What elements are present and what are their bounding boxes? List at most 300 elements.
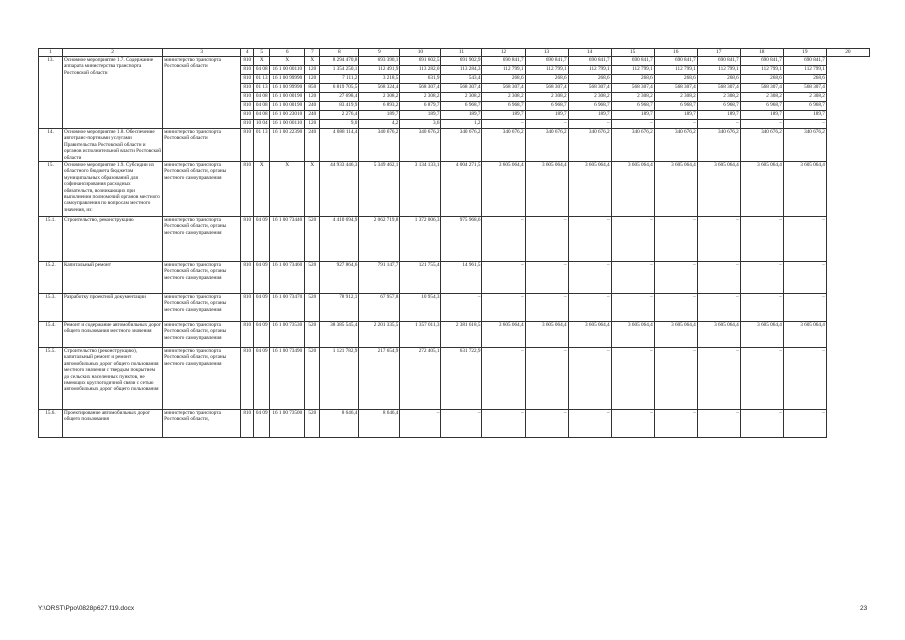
column-number: 2 <box>63 49 163 57</box>
amount-cell: 268,6 <box>568 75 611 84</box>
amount-cell: 272 405,1 <box>400 348 441 410</box>
amount-cell: 1 121 782,9 <box>320 348 359 410</box>
amount-cell: 5 349 462,1 <box>359 162 400 217</box>
amount-cell: 3 605 064,4 <box>697 322 740 348</box>
amount-cell: 690 841,7 <box>482 57 525 66</box>
amount-cell: 690 841,7 <box>654 57 697 66</box>
budget-code-cell: 810 <box>241 129 254 162</box>
column-number: 3 <box>163 49 241 57</box>
amount-cell: – <box>697 348 740 410</box>
amount-cell: 189,7 <box>740 111 783 120</box>
amount-cell: – <box>482 294 525 322</box>
page-number: 23 <box>860 605 868 612</box>
amount-cell: – <box>482 410 525 438</box>
amount-cell: 927 864,6 <box>320 262 359 294</box>
amount-cell: 568 307,4 <box>611 84 654 93</box>
amount-cell: 340 676,2 <box>482 129 525 162</box>
executor: министерство транспорта Ростовской области, органы местного самоуправления <box>163 348 241 410</box>
row-number: 15.6. <box>39 410 63 438</box>
amount-cell: 112 799,1 <box>697 66 740 75</box>
amount-cell: – <box>783 348 826 410</box>
amount-cell: 340 676,2 <box>400 129 441 162</box>
amount-cell: 3 605 064,4 <box>697 162 740 217</box>
budget-code-cell: 810 <box>241 162 254 217</box>
amount-cell: 189,7 <box>400 111 441 120</box>
amount-cell: 1 357 011,3 <box>400 322 441 348</box>
budget-code-cell: 16 1 00 99990 <box>270 75 305 84</box>
executor: министерство транспорта Ростовской области, органы местного самоуправления <box>163 262 241 294</box>
amount-cell: 2 308,2 <box>654 93 697 102</box>
amount-cell: 2 381 618,5 <box>441 322 482 348</box>
amount-cell: – <box>568 120 611 129</box>
amount-cell: 268,6 <box>783 75 826 84</box>
column-number: 18 <box>740 49 783 57</box>
amount-cell: 6 968,7 <box>611 102 654 111</box>
column-number: 13 <box>525 49 568 57</box>
amount-cell: 568 307,4 <box>482 84 525 93</box>
amount-cell: 1,2 <box>441 120 482 129</box>
budget-code-cell: 520 <box>305 294 320 322</box>
amount-cell: 2 308,2 <box>482 93 525 102</box>
column-number: 17 <box>697 49 740 57</box>
amount-cell: – <box>525 120 568 129</box>
amount-cell: 268,6 <box>525 75 568 84</box>
amount-cell: 6 968,7 <box>654 102 697 111</box>
amount-cell: – <box>568 217 611 262</box>
amount-cell: 27 698,4 <box>320 93 359 102</box>
budget-code-cell: 04 09 <box>254 410 270 438</box>
budget-code-cell: 04 09 <box>254 348 270 410</box>
column-number: 15 <box>611 49 654 57</box>
amount-cell: 568 307,4 <box>441 84 482 93</box>
amount-cell: 6 819 705,5 <box>320 84 359 93</box>
table-row <box>39 262 870 294</box>
amount-cell: 8 294 470,8 <box>320 57 359 66</box>
amount-cell: 189,7 <box>611 111 654 120</box>
column-number: 1 <box>39 49 63 57</box>
activity-name: Основное мероприятие 1.7. Содержание аппарата министерства транспорта Ростовской области <box>63 57 163 129</box>
budget-code-cell: 520 <box>305 262 320 294</box>
budget-code-cell: 850 <box>305 84 320 93</box>
amount-cell: – <box>611 262 654 294</box>
amount-cell: – <box>568 348 611 410</box>
amount-cell: 2 308,2 <box>783 93 826 102</box>
row-number: 14. <box>39 129 63 162</box>
budget-code-cell: 16 1 00 73500 <box>270 410 305 438</box>
amount-cell: – <box>525 217 568 262</box>
amount-cell: – <box>482 348 525 410</box>
budget-code-cell: 810 <box>241 294 254 322</box>
budget-code-cell: 16 1 00 23010 <box>270 111 305 120</box>
amount-cell: 2 308,2 <box>525 93 568 102</box>
amount-cell: – <box>568 410 611 438</box>
budget-code-cell: 240 <box>305 111 320 120</box>
amount-cell: 8 646,4 <box>320 410 359 438</box>
amount-cell: 112 491,9 <box>359 66 400 75</box>
amount-cell: 1 354 250,1 <box>320 66 359 75</box>
budget-code-cell: 120 <box>305 66 320 75</box>
table-row <box>39 162 870 217</box>
amount-cell: 3 605 064,4 <box>482 322 525 348</box>
budget-code-cell: 01 13 <box>254 75 270 84</box>
column-number: 9 <box>359 49 400 57</box>
amount-cell: – <box>525 294 568 322</box>
amount-cell: – <box>697 410 740 438</box>
amount-cell: 83 419,9 <box>320 102 359 111</box>
amount-cell: 6 879,7 <box>400 102 441 111</box>
budget-code-cell: 16 1 00 00110 <box>270 120 305 129</box>
amount-cell: 568 307,4 <box>697 84 740 93</box>
amount-cell: 189,7 <box>441 111 482 120</box>
amount-cell: 113 282,0 <box>400 66 441 75</box>
budget-code-cell: 810 <box>241 120 254 129</box>
amount-cell: 268,6 <box>697 75 740 84</box>
amount-cell: 2 062 719,8 <box>359 217 400 262</box>
budget-code-cell: X <box>305 57 320 66</box>
table-row <box>39 294 870 322</box>
amount-cell: 189,7 <box>568 111 611 120</box>
budget-code-cell: 04 08 <box>254 93 270 102</box>
amount-cell: 4 410 694,9 <box>320 217 359 262</box>
amount-cell: – <box>441 410 482 438</box>
budget-code-cell: 04 08 <box>254 66 270 75</box>
amount-cell: 4 004 271,5 <box>441 162 482 217</box>
table-row <box>39 410 870 438</box>
amount-cell: 691 902,9 <box>441 57 482 66</box>
amount-cell: 690 841,7 <box>740 57 783 66</box>
amount-cell: 3 605 064,4 <box>783 162 826 217</box>
column-number: 20 <box>826 49 869 57</box>
amount-cell: 340 676,2 <box>611 129 654 162</box>
amount-cell: 568 307,4 <box>525 84 568 93</box>
amount-cell: – <box>697 294 740 322</box>
budget-code-cell: 16 1 00 00190 <box>270 102 305 111</box>
amount-cell: – <box>568 262 611 294</box>
activity-name: Строительство (реконструкцию), капитальный ремонт и ремонт автомобильных дорог общего пользования местного значения с твердым покрытием до сельских населенных пунктов, не имеющих круглогодичной связи с сетью автомобильных дорог общего пользования <box>63 348 163 410</box>
amount-cell: 6 893,2 <box>359 102 400 111</box>
amount-cell: 3 605 064,4 <box>740 322 783 348</box>
column-number: 6 <box>270 49 305 57</box>
budget-code-cell: 16 1 00 73460 <box>270 262 305 294</box>
amount-cell: 6 968,7 <box>783 102 826 111</box>
row-number: 15.5. <box>39 348 63 410</box>
budget-code-cell: 16 1 00 99990 <box>270 84 305 93</box>
amount-cell: – <box>654 262 697 294</box>
amount-cell: 112 799,1 <box>783 66 826 75</box>
budget-code-cell: 04 09 <box>254 322 270 348</box>
amount-cell: – <box>611 294 654 322</box>
amount-cell: – <box>697 217 740 262</box>
amount-cell: 3 605 064,4 <box>568 162 611 217</box>
program-table-page <box>38 48 870 438</box>
amount-cell: 10 954,3 <box>400 294 441 322</box>
amount-cell: 4,2 <box>359 120 400 129</box>
budget-code-cell: 120 <box>305 75 320 84</box>
budget-code-cell: 240 <box>305 102 320 111</box>
amount-cell: – <box>740 120 783 129</box>
row-number: 15.2. <box>39 262 63 294</box>
amount-cell: – <box>611 348 654 410</box>
row-number: 13. <box>39 57 63 129</box>
amount-cell: 543,4 <box>441 75 482 84</box>
amount-cell: 568 307,4 <box>654 84 697 93</box>
amount-cell: – <box>783 120 826 129</box>
amount-cell: 38 385 545,4 <box>320 322 359 348</box>
amount-cell: – <box>783 262 826 294</box>
amount-cell: 268,6 <box>654 75 697 84</box>
row-number: 15. <box>39 162 63 217</box>
program-expenditure-table <box>38 48 870 438</box>
amount-cell: – <box>654 348 697 410</box>
amount-cell: 340 676,2 <box>697 129 740 162</box>
amount-cell: 189,7 <box>482 111 525 120</box>
column-number: 16 <box>654 49 697 57</box>
amount-cell: 189,7 <box>525 111 568 120</box>
row-number: 15.1. <box>39 217 63 262</box>
amount-cell: 189,7 <box>783 111 826 120</box>
budget-code-cell: 04 09 <box>254 294 270 322</box>
budget-code-cell: 10 04 <box>254 120 270 129</box>
amount-cell: 6 968,7 <box>740 102 783 111</box>
budget-code-cell: 810 <box>241 322 254 348</box>
amount-cell: 112 799,1 <box>611 66 654 75</box>
budget-code-cell: 810 <box>241 348 254 410</box>
amount-cell: 2 308,2 <box>400 93 441 102</box>
budget-code-cell: 810 <box>241 84 254 93</box>
amount-cell: – <box>525 348 568 410</box>
amount-cell: 3 605 064,4 <box>611 162 654 217</box>
column-number: 14 <box>568 49 611 57</box>
amount-cell: 568 307,4 <box>783 84 826 93</box>
amount-cell: – <box>697 262 740 294</box>
amount-cell: 3 605 064,4 <box>783 322 826 348</box>
amount-cell: 691 602,5 <box>400 57 441 66</box>
amount-cell: – <box>740 410 783 438</box>
activity-name: Ремонт и содержание автомобильных дорог общего пользования местного значения <box>63 322 163 348</box>
amount-cell: 2 308,2 <box>740 93 783 102</box>
budget-code-cell: 520 <box>305 322 320 348</box>
amount-cell: – <box>740 294 783 322</box>
activity-name: Капитальный ремонт <box>63 262 163 294</box>
amount-cell: 2 308,2 <box>568 93 611 102</box>
column-number: 5 <box>254 49 270 57</box>
executor: министерство транспорта Ростовской области <box>163 129 241 162</box>
amount-cell: – <box>525 262 568 294</box>
activity-name: Строительство, реконструкцию <box>63 217 163 262</box>
amount-cell: 7 111,2 <box>320 75 359 84</box>
amount-cell: 2 308,2 <box>697 93 740 102</box>
budget-code-cell: 810 <box>241 102 254 111</box>
budget-code-cell: 810 <box>241 217 254 262</box>
column-number: 4 <box>241 49 254 57</box>
budget-code-cell: X <box>305 162 320 217</box>
table-row <box>39 217 870 262</box>
amount-cell: – <box>482 262 525 294</box>
amount-cell: – <box>525 410 568 438</box>
amount-cell: 2 308,2 <box>359 93 400 102</box>
amount-cell: 568 307,4 <box>400 84 441 93</box>
amount-cell: 3 605 064,4 <box>525 162 568 217</box>
amount-cell: 690 841,7 <box>697 57 740 66</box>
amount-cell: – <box>568 294 611 322</box>
budget-code-cell: X <box>254 57 270 66</box>
budget-code-cell: 16 1 00 73530 <box>270 322 305 348</box>
budget-code-cell: 16 1 00 00190 <box>270 93 305 102</box>
amount-cell: 340 676,2 <box>441 129 482 162</box>
activity-name: Основное мероприятие 1.8. Обеспечение автотранс-портными услугами Правительства Ростовской области и органов исполнительной власти Ростовской области <box>64 129 162 161</box>
amount-cell: 340 676,2 <box>525 129 568 162</box>
budget-code-cell: 810 <box>241 262 254 294</box>
budget-code-cell: 120 <box>305 93 320 102</box>
amount-cell: 113 284,3 <box>441 66 482 75</box>
budget-code-cell: 520 <box>305 348 320 410</box>
amount-cell: 3 605 064,4 <box>654 322 697 348</box>
executor: министерство транспорта Ростовской области, органы местного самоуправления <box>163 322 241 348</box>
amount-cell: 690 841,7 <box>783 57 826 66</box>
amount-cell: 690 841,7 <box>568 57 611 66</box>
amount-cell: – <box>654 410 697 438</box>
budget-code-cell: 16 1 00 22390 <box>270 129 305 162</box>
file-path-footer: Y:\ORST\Ppo\0828p627.f19.docx <box>38 605 135 612</box>
amount-cell: 568 307,4 <box>568 84 611 93</box>
amount-cell: 189,7 <box>654 111 697 120</box>
amount-cell: 791 147,7 <box>359 262 400 294</box>
amount-cell: – <box>740 217 783 262</box>
amount-cell: – <box>482 217 525 262</box>
budget-code-cell: 04 08 <box>254 111 270 120</box>
amount-cell: – <box>697 120 740 129</box>
activity-name: Основное мероприятие 1.9. Субсидии из областного бюджета бюджетам муниципальных образований для софинансирования расходных обязательств, возникающих при выполнении полномочий органов местного самоуправления по вопросам местного значения, из: <box>63 162 163 217</box>
budget-code-cell: X <box>254 162 270 217</box>
amount-cell: 4 088 114,4 <box>320 129 359 162</box>
budget-code-cell: 810 <box>241 410 254 438</box>
budget-code-cell: 810 <box>241 57 254 66</box>
amount-cell: 2 308,2 <box>441 93 482 102</box>
budget-code-cell: 16 1 00 73440 <box>270 217 305 262</box>
column-number: 10 <box>400 49 441 57</box>
amount-cell: 189,7 <box>359 111 400 120</box>
amount-cell: – <box>740 262 783 294</box>
amount-cell: – <box>611 120 654 129</box>
budget-code-cell: 810 <box>241 75 254 84</box>
column-number: 7 <box>305 49 320 57</box>
amount-cell: 975 968,6 <box>441 217 482 262</box>
amount-cell: 340 676,2 <box>359 129 400 162</box>
amount-cell: 631,9 <box>400 75 441 84</box>
column-number: 12 <box>482 49 525 57</box>
budget-code-cell: X <box>270 162 305 217</box>
budget-code-cell: 04 09 <box>254 262 270 294</box>
row-number: 15.4. <box>39 322 63 348</box>
amount-cell: 340 676,2 <box>654 129 697 162</box>
amount-cell: – <box>400 410 441 438</box>
budget-code-cell: 810 <box>241 66 254 75</box>
amount-cell: 340 676,2 <box>568 129 611 162</box>
budget-code-cell: 520 <box>305 410 320 438</box>
amount-cell: – <box>654 217 697 262</box>
amount-cell: 112 799,1 <box>482 66 525 75</box>
amount-cell: 3 605 064,4 <box>482 162 525 217</box>
amount-cell: 3,6 <box>400 120 441 129</box>
budget-code-cell: 520 <box>305 217 320 262</box>
amount-cell: 8 646,4 <box>359 410 400 438</box>
amount-cell: 6 968,7 <box>441 102 482 111</box>
amount-cell: 3 605 064,4 <box>654 162 697 217</box>
amount-cell: 690 841,7 <box>525 57 568 66</box>
amount-cell: 268,6 <box>611 75 654 84</box>
amount-cell: 67 957,8 <box>359 294 400 322</box>
amount-cell: 3 605 064,4 <box>740 162 783 217</box>
amount-cell: 340 676,2 <box>783 129 826 162</box>
amount-cell: 6 968,7 <box>482 102 525 111</box>
executor: министерство транспорта Ростовской области, органы местного самоуправления <box>163 162 241 217</box>
amount-cell: 631 722,9 <box>441 348 482 410</box>
amount-cell: 3 605 064,4 <box>568 322 611 348</box>
activity-name: Разработку проектной документации <box>63 294 163 322</box>
amount-cell: 3 605 064,4 <box>525 322 568 348</box>
amount-cell: – <box>783 410 826 438</box>
table-row <box>39 129 870 162</box>
budget-code-cell: 810 <box>241 93 254 102</box>
amount-cell: 6 968,7 <box>525 102 568 111</box>
amount-cell: 112 799,1 <box>525 66 568 75</box>
amount-cell: 112 799,1 <box>740 66 783 75</box>
amount-cell: 112 799,1 <box>654 66 697 75</box>
budget-code-cell: 120 <box>305 120 320 129</box>
amount-cell: 2 276,4 <box>320 111 359 120</box>
column-number-row <box>39 49 870 57</box>
budget-code-cell: 04 08 <box>254 102 270 111</box>
amount-cell: – <box>654 120 697 129</box>
amount-cell: 568 324,4 <box>359 84 400 93</box>
amount-cell: – <box>441 294 482 322</box>
amount-cell: 112 799,1 <box>568 66 611 75</box>
activity-name: Проектирование автомобильных дорог общего пользования <box>63 410 163 438</box>
amount-cell: 14 961,5 <box>441 262 482 294</box>
amount-cell: – <box>783 294 826 322</box>
amount-cell: 3 605 064,4 <box>611 322 654 348</box>
budget-code-cell: 01 13 <box>254 84 270 93</box>
amount-cell: 9,0 <box>320 120 359 129</box>
amount-cell: 693 390,1 <box>359 57 400 66</box>
amount-cell: 121 755,4 <box>400 262 441 294</box>
amount-cell: 1 372 006,3 <box>400 217 441 262</box>
amount-cell: – <box>611 410 654 438</box>
amount-cell: 568 307,4 <box>740 84 783 93</box>
budget-code-cell: X <box>270 57 305 66</box>
budget-code-cell: 16 1 00 00110 <box>270 66 305 75</box>
budget-code-cell: 16 1 00 73470 <box>270 294 305 322</box>
amount-cell: – <box>740 348 783 410</box>
amount-cell: 340 676,2 <box>740 129 783 162</box>
budget-code-cell: 240 <box>305 129 320 162</box>
amount-cell: 44 933 446,3 <box>320 162 359 217</box>
amount-cell: 2 308,2 <box>611 93 654 102</box>
amount-cell: 6 968,7 <box>697 102 740 111</box>
budget-code-cell: 01 13 <box>254 129 270 162</box>
amount-cell: 2 201 335,5 <box>359 322 400 348</box>
amount-cell: 268,6 <box>482 75 525 84</box>
executor: министерство транспорта Ростовской области <box>163 57 241 129</box>
column-number: 8 <box>320 49 359 57</box>
amount-cell: 6 968,7 <box>568 102 611 111</box>
column-number: 11 <box>441 49 482 57</box>
amount-cell: 217 654,9 <box>359 348 400 410</box>
amount-cell: – <box>654 294 697 322</box>
amount-cell: 268,6 <box>740 75 783 84</box>
amount-cell: – <box>482 120 525 129</box>
budget-code-cell: 04 09 <box>254 217 270 262</box>
